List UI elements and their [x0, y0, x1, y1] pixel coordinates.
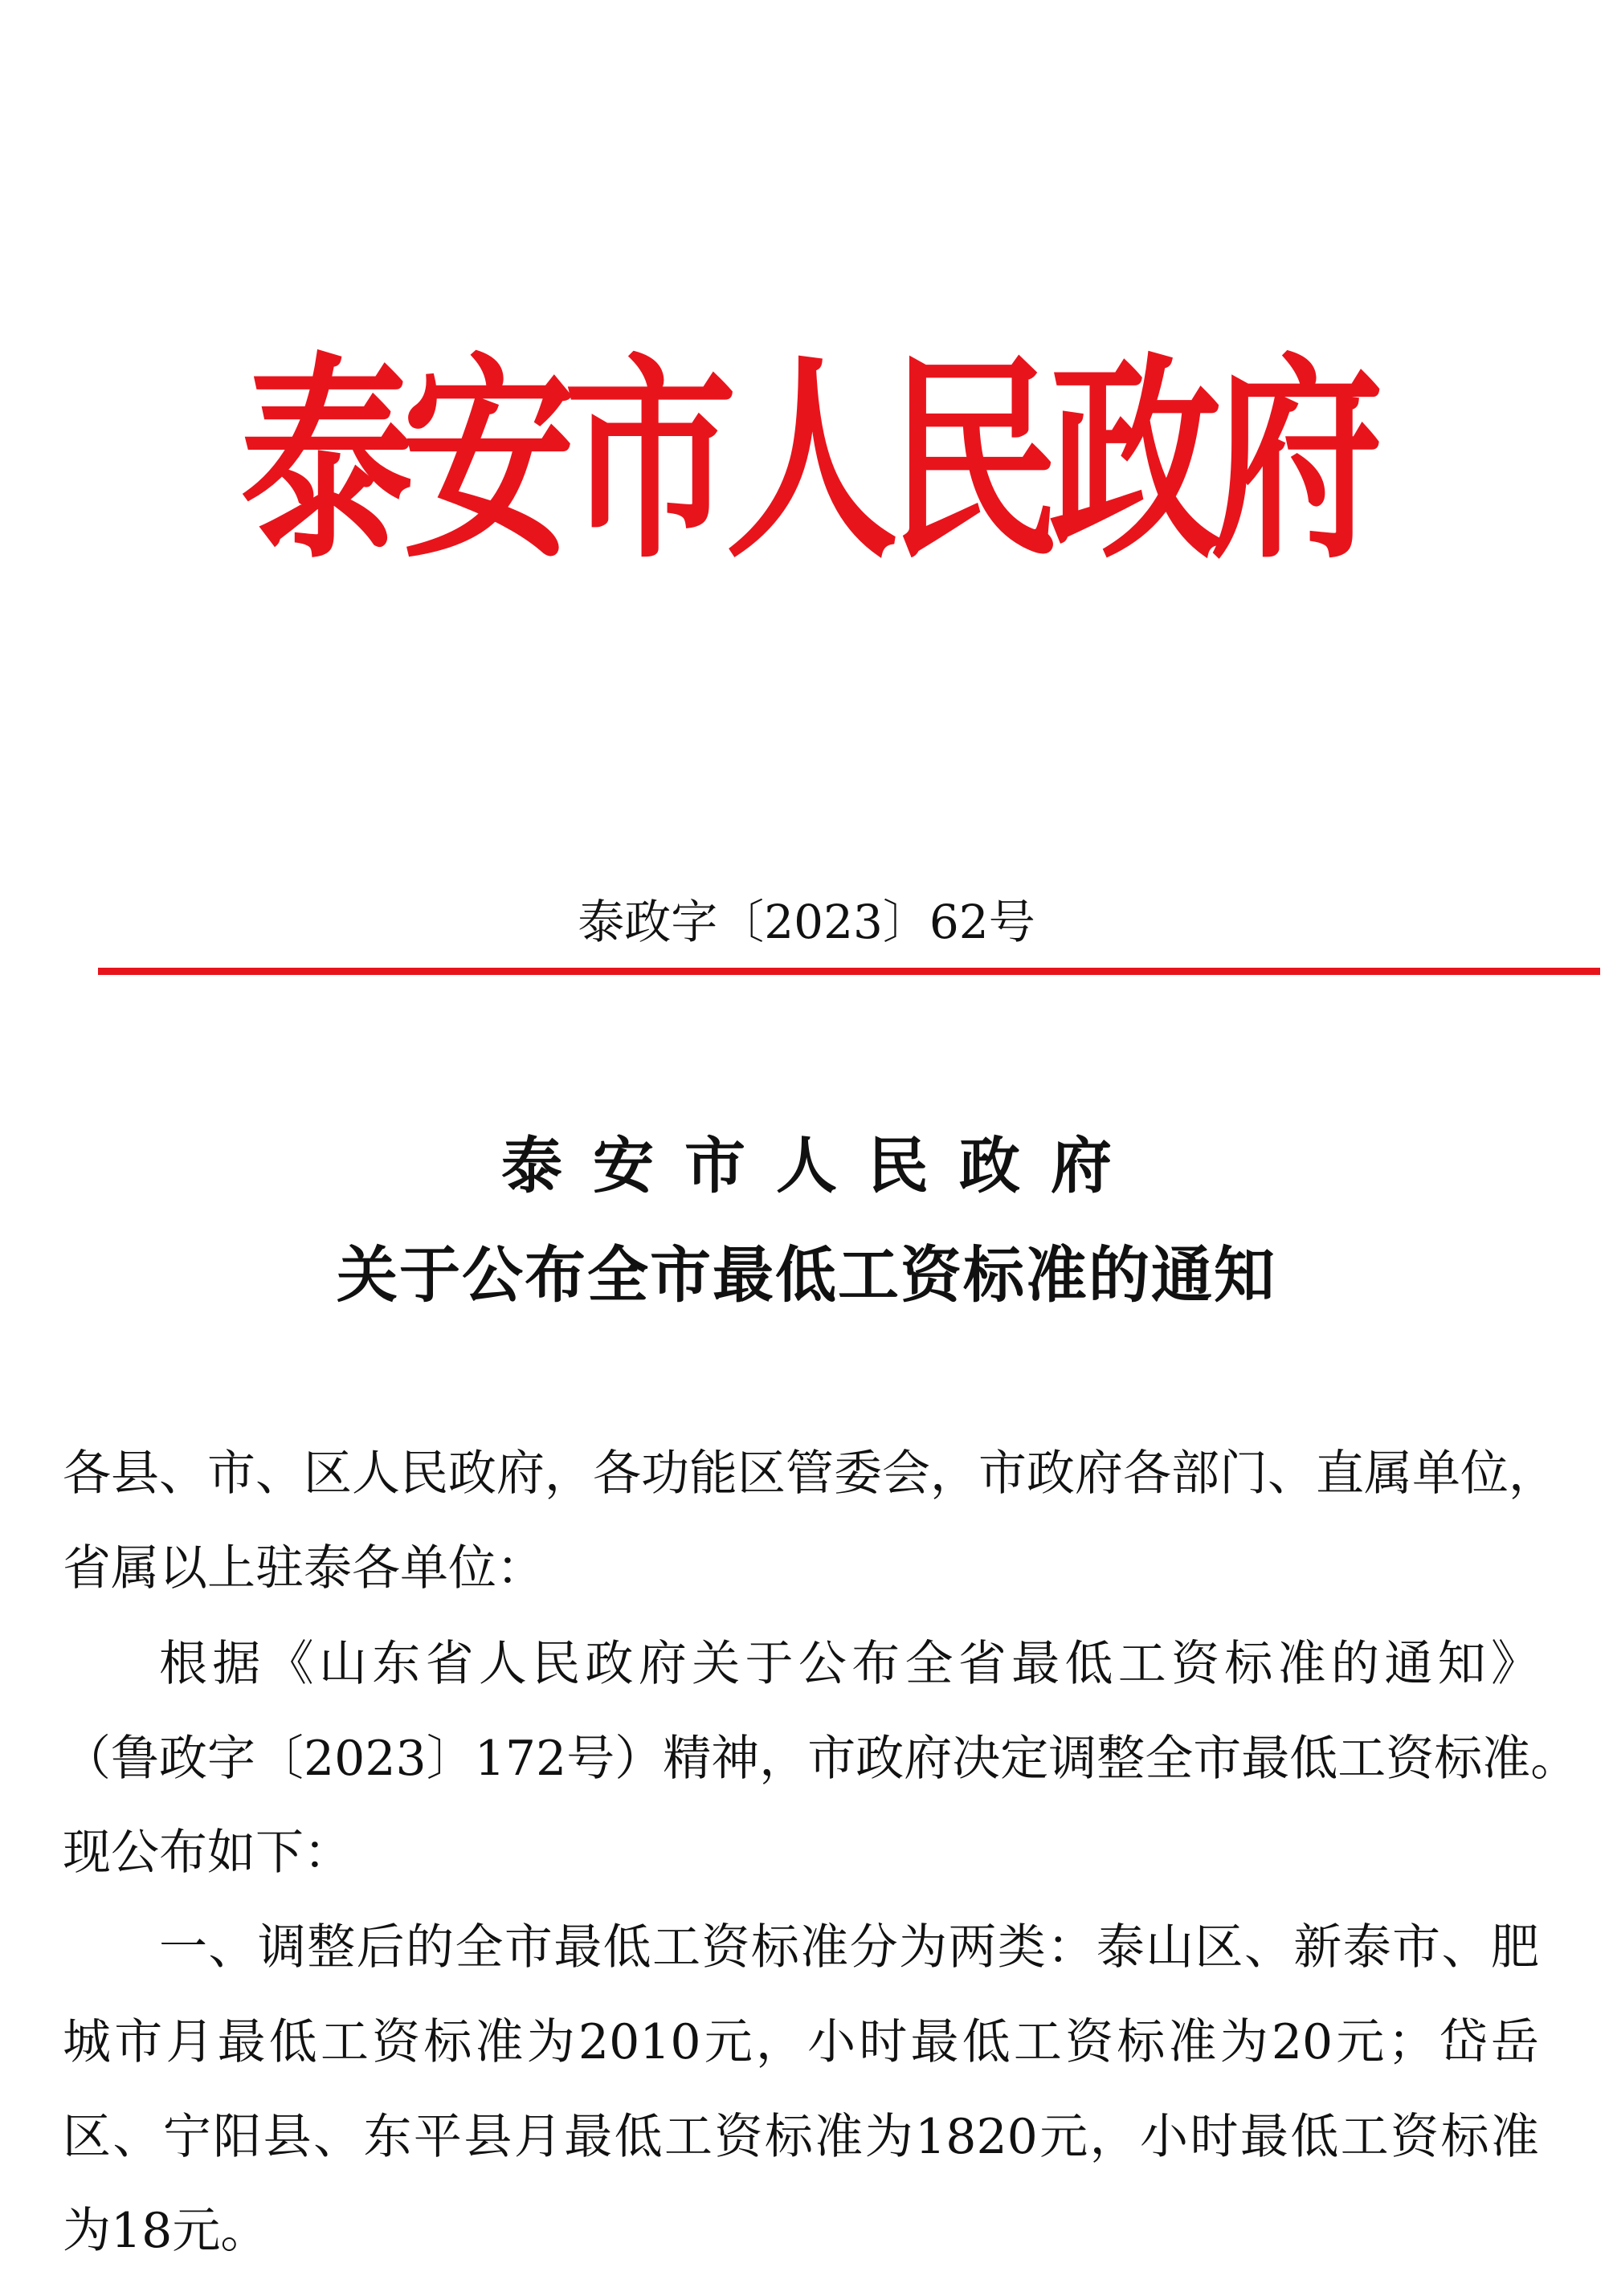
body-paragraph-2-line-3: 区、宁阳县、东平县月最低工资标准为1820元，小时最低工资标准 — [63, 2109, 1539, 2165]
notice-title-subject: 关于公布全市最低工资标准的通知 — [337, 1239, 1276, 1311]
body-paragraph-2-line-4: 为18元。 — [63, 2203, 269, 2259]
document-number: 泰政字〔2023〕62号 — [578, 895, 1035, 949]
body-paragraph-2-line-2: 城市月最低工资标准为2010元，小时最低工资标准为20元；岱岳 — [63, 2014, 1539, 2070]
body-paragraph-2-line-1: 一、调整后的全市最低工资标准分为两类：泰山区、新泰市、肥 — [159, 1919, 1539, 1976]
masthead-title: 泰安市人民政府 — [240, 332, 1373, 588]
red-divider-line — [98, 968, 1600, 975]
body-paragraph-1-line-3: 现公布如下： — [63, 1825, 352, 1881]
body-paragraph-1-line-1: 根据《山东省人民政府关于公布全省最低工资标准的通知》 — [159, 1636, 1539, 1692]
addressee-line-1: 各县、市、区人民政府，各功能区管委会，市政府各部门、直属单位， — [63, 1446, 1557, 1502]
body-paragraph-1-line-2: （鲁政字〔2023〕172号）精神，市政府决定调整全市最低工资标准。 — [63, 1731, 1579, 1787]
notice-title-issuer: 泰安市人民政府 — [501, 1130, 1142, 1201]
addressee-line-2: 省属以上驻泰各单位： — [63, 1540, 545, 1597]
